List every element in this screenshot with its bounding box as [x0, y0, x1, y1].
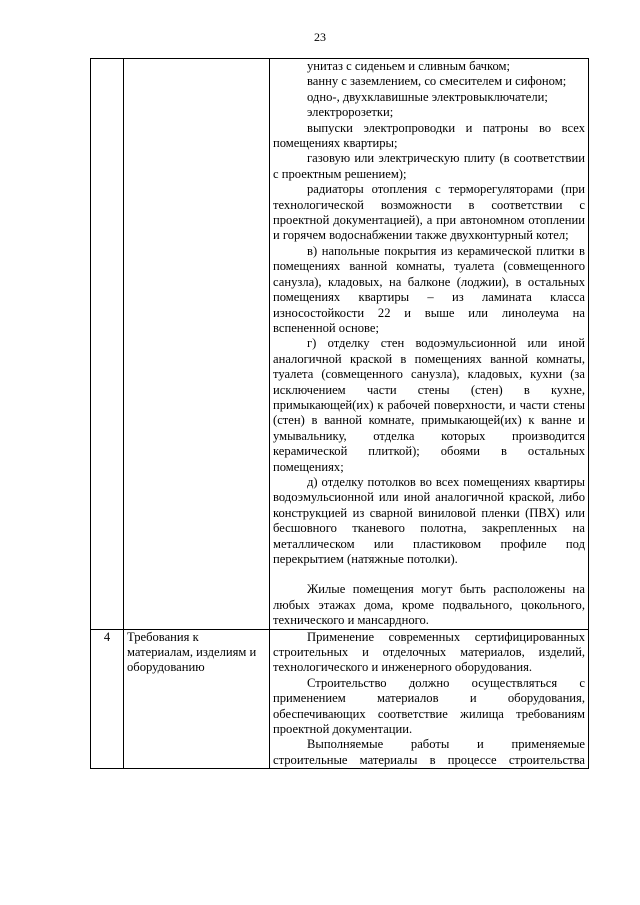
paragraph: одно-, двухклавишные электровыключатели; [307, 89, 548, 104]
paragraph: г) отделку стен водоэмульсионной или иной аналогичной краской в помещениях ванной комнаты, туалета (совмещенного санузла), кладовых, кухни (за исключением части стены (стен) в кухне, примыкающей(их) к рабочей поверхности, и части стены (стен) в ванной комнате, примыкающей(их) к ванне и умывальнику, отделка которых производится керамической плиткой); обоями в остальных помещениях; [273, 336, 585, 474]
page-number: 23 [314, 30, 326, 44]
paragraph: Жилые помещения могут быть расположены на любых этажах дома, кроме подвального, цокольного, технического и мансардного. [273, 582, 585, 628]
row-name-cell: Требования к материалам, изделиям и оборудованию [124, 629, 270, 769]
paragraph: унитаз с сиденьем и сливным бачком; [307, 59, 510, 73]
row-number-cell: 4 [91, 629, 124, 769]
paragraph: в) напольные покрытия из керамической плитки в помещениях ванной комнаты, туалета (совмещенного санузла), кладовых, на балконе (лоджии), в остальных помещениях квартиры – из ламината класса износостойкости 22 и выше или линолеума на вспененной основе; [273, 243, 585, 335]
paragraph: ванну с заземлением, со смесителем и сифоном; [307, 74, 567, 89]
paragraph: радиаторы отопления с терморегуляторами (при технологической возможности в соответствии с проектной документацией), а при автономном отоплении и горячем водоснабжении также двухконтурный котел; [273, 182, 585, 243]
row-content-cell [270, 629, 589, 769]
row-content-cell [270, 59, 589, 630]
row-number-cell [91, 59, 124, 630]
table-row [91, 629, 589, 769]
paragraph: электророзетки; [307, 105, 394, 120]
paragraph: газовую или электрическую плиту (в соответствии с проектным решением); [273, 151, 585, 181]
paragraph: Применение современных сертифицированных строительных и отделочных материалов, изделий, технологического и инженерного оборудования. [273, 629, 585, 675]
paragraph-gap [273, 567, 585, 582]
row-name-cell [124, 59, 270, 630]
requirements-table [90, 58, 589, 769]
paragraph: д) отделку потолков во всех помещениях квартиры водоэмульсионной или иной аналогичной краской, либо конструкцией из сварной виниловой пленки (ПВХ) или бесшовного тканевого полотна, закрепленных на металлическом или пластиковом профиле под перекрытием (натяжные потолки). [273, 474, 585, 566]
table-row [91, 59, 589, 630]
paragraph: Строительство должно осуществляться с применением материалов и оборудования, обеспечивающих соответствие жилища требованиям проектной документации. [273, 675, 585, 737]
paragraph: выпуски электропроводки и патроны во всех помещениях квартиры; [273, 120, 585, 151]
paragraph: Выполняемые работы и применяемые строительные материалы в процессе строительства [273, 737, 585, 767]
